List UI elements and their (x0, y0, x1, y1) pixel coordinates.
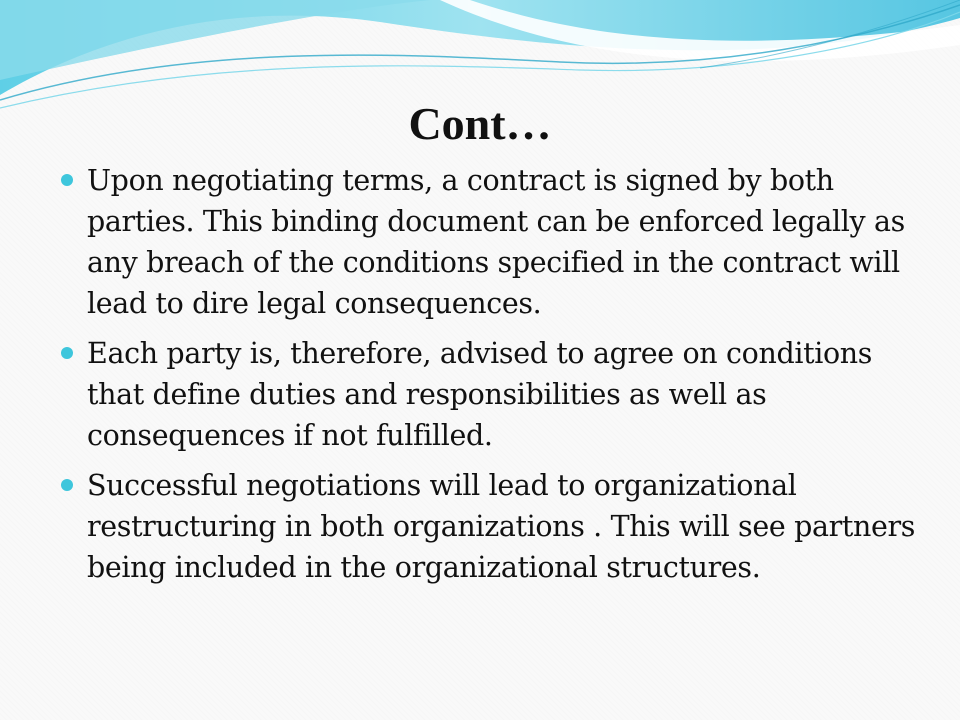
bullet-text: Each party is, therefore, advised to agree on conditions that define duties and responsibilities as well as consequences if not fulfilled. (87, 337, 873, 452)
round-bullet-icon (61, 347, 73, 359)
bullet-item (60, 160, 920, 324)
round-bullet-icon (61, 174, 73, 186)
bullet-list (60, 160, 920, 597)
bullet-item (60, 465, 920, 588)
round-bullet-icon (61, 479, 73, 491)
bullet-item (60, 333, 920, 456)
bullet-text: Successful negotiations will lead to organizational restructuring in both organizations . This will see partners being included in the organizational structures. (87, 469, 916, 584)
bullet-text: Upon negotiating terms, a contract is signed by both parties. This binding document can be enforced legally as any breach of the conditions specified in the contract will lead to dire legal consequences. (87, 164, 905, 320)
slide-title: Cont… (408, 98, 552, 149)
